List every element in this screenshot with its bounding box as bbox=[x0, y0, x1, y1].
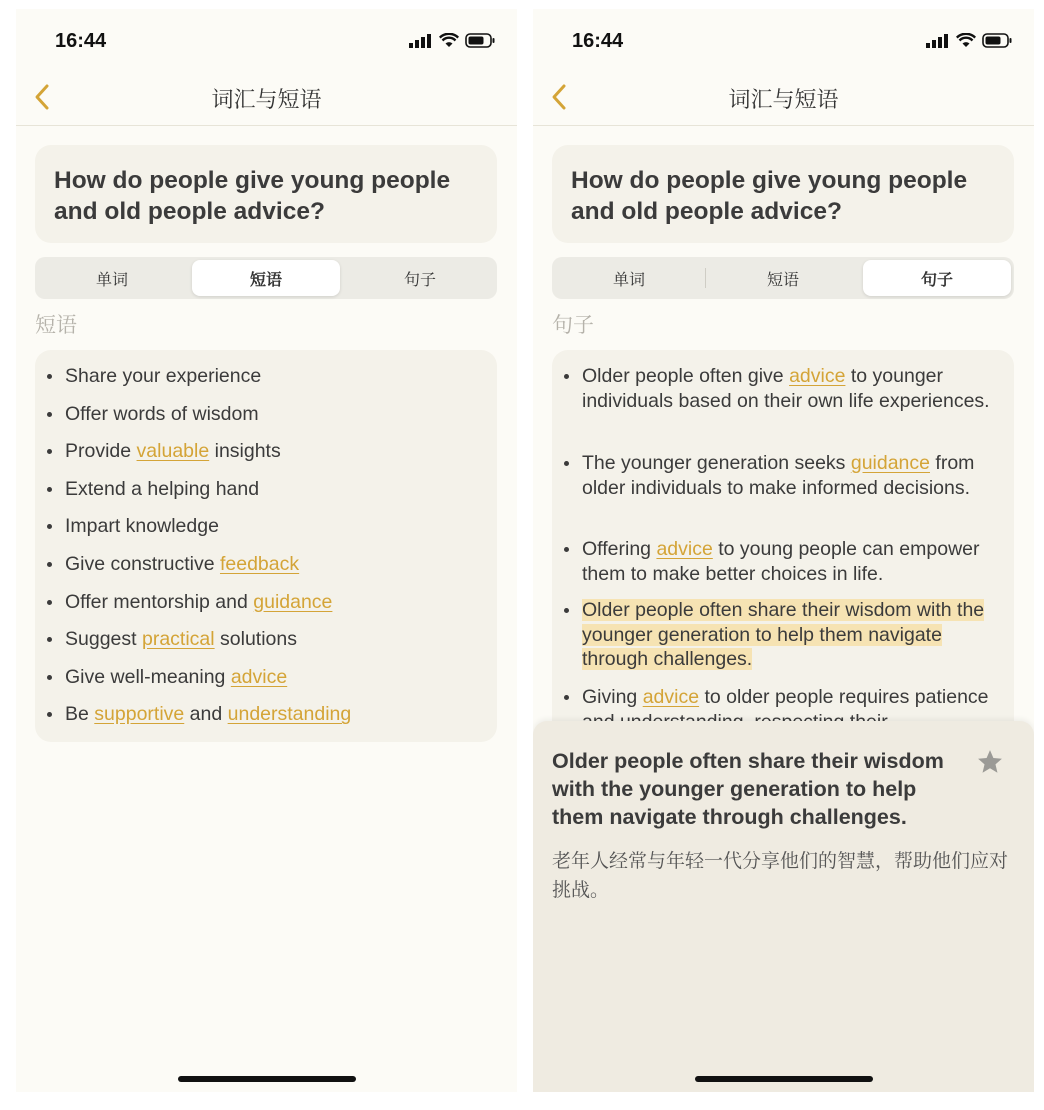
favorite-button[interactable] bbox=[976, 748, 1004, 776]
status-time: 16:44 bbox=[572, 30, 624, 52]
sentence-item[interactable] bbox=[582, 364, 1000, 413]
nav-bar bbox=[533, 71, 1034, 126]
tab-phrases[interactable]: 短语 bbox=[766, 269, 799, 289]
item-text: Offering bbox=[582, 538, 657, 560]
cellular-signal-icon bbox=[926, 34, 950, 48]
phrase-item[interactable] bbox=[65, 627, 483, 652]
page-title: 词汇与短语 bbox=[211, 88, 322, 113]
phrase-item[interactable] bbox=[65, 552, 483, 577]
vocab-link[interactable]: advice bbox=[656, 538, 713, 560]
item-text: Giving bbox=[582, 686, 643, 708]
tab-words[interactable]: 单词 bbox=[612, 269, 645, 289]
wifi-icon bbox=[956, 33, 976, 48]
vocab-link[interactable]: feedback bbox=[219, 553, 300, 575]
item-text: Extend a helping hand bbox=[65, 477, 260, 500]
phrase-list-card bbox=[35, 350, 497, 742]
item-text: to older people requires patience bbox=[704, 686, 989, 708]
page-title: 词汇与短语 bbox=[728, 88, 839, 113]
item-text: and bbox=[184, 703, 228, 726]
segmented-control bbox=[35, 257, 497, 299]
detail-chinese: 老年人经常与年轻一代分享他们的智慧，帮助他们应对挑战。 bbox=[552, 850, 1009, 901]
phrase-item[interactable] bbox=[65, 402, 483, 427]
sentence-item[interactable] bbox=[582, 537, 1000, 586]
question-text: How do people give young people and old people advice? bbox=[571, 167, 968, 225]
item-text: Older people often share their wisdom with the younger generation to help them navigate through challenges. bbox=[582, 599, 985, 670]
sentence-detail-sheet bbox=[533, 721, 1034, 1092]
section-heading: 短语 bbox=[35, 313, 77, 337]
status-bar bbox=[16, 9, 517, 71]
item-text: Share your experience bbox=[65, 365, 262, 387]
vocab-link[interactable]: advice bbox=[642, 686, 700, 708]
wifi-icon bbox=[439, 33, 459, 48]
item-text: from older individuals to make informed decisions. bbox=[582, 452, 975, 499]
status-bar bbox=[533, 9, 1034, 71]
item-text: Suggest bbox=[65, 628, 142, 651]
phrase-item[interactable] bbox=[65, 702, 483, 727]
vocab-link[interactable]: guidance bbox=[253, 590, 333, 613]
item-text: to younger individuals based on their own life experiences. bbox=[582, 365, 990, 412]
vocab-link[interactable]: valuable bbox=[136, 440, 210, 463]
phrase-item[interactable] bbox=[65, 477, 483, 502]
item-text: Provide bbox=[65, 440, 137, 463]
tab-words[interactable]: 单词 bbox=[95, 269, 128, 289]
item-text: Give constructive bbox=[65, 553, 220, 575]
question-card bbox=[552, 145, 1014, 243]
vocab-link[interactable]: advice bbox=[230, 665, 288, 688]
sentences-screen bbox=[533, 9, 1034, 1092]
phrase-item[interactable] bbox=[65, 364, 483, 389]
sentence-item-selected[interactable] bbox=[582, 598, 1000, 672]
home-indicator[interactable] bbox=[695, 1076, 873, 1082]
vocab-link[interactable]: understanding bbox=[227, 703, 352, 726]
phrase-item[interactable] bbox=[65, 439, 483, 464]
sentence-item[interactable] bbox=[582, 451, 1000, 500]
item-text: Give well-meaning bbox=[65, 665, 231, 688]
phrase-item[interactable] bbox=[65, 590, 483, 615]
item-text: Offer mentorship and bbox=[65, 590, 254, 613]
cellular-signal-icon bbox=[409, 34, 433, 48]
tab-phrases[interactable]: 短语 bbox=[192, 260, 340, 296]
selection-highlight bbox=[582, 599, 984, 670]
vocab-link[interactable]: guidance bbox=[850, 452, 930, 474]
vocab-link[interactable]: practical bbox=[141, 628, 215, 651]
item-text: solutions bbox=[214, 628, 297, 651]
home-indicator[interactable] bbox=[178, 1076, 356, 1082]
vocab-link[interactable]: advice bbox=[789, 365, 846, 387]
section-heading: 句子 bbox=[552, 313, 594, 337]
battery-icon bbox=[982, 33, 1012, 48]
question-card bbox=[35, 145, 497, 243]
phrase-item[interactable] bbox=[65, 665, 483, 690]
detail-english: Older people often share their wisdom with the younger generation to help them navigate through challenges. bbox=[552, 749, 944, 829]
phrase-item[interactable] bbox=[65, 514, 483, 539]
question-text: How do people give young people and old people advice? bbox=[54, 167, 451, 225]
status-time: 16:44 bbox=[55, 30, 107, 52]
tab-sentences[interactable]: 句子 bbox=[403, 269, 436, 289]
vocab-link[interactable]: supportive bbox=[94, 703, 185, 726]
item-text: Be bbox=[65, 703, 95, 726]
item-text: insights bbox=[209, 440, 281, 463]
item-text: Older people often give bbox=[582, 365, 790, 387]
item-text: The younger generation seeks bbox=[582, 452, 851, 474]
nav-bar bbox=[16, 71, 517, 126]
tab-sentences[interactable]: 句子 bbox=[863, 260, 1011, 296]
segmented-control bbox=[552, 257, 1014, 299]
item-text: Impart knowledge bbox=[65, 515, 219, 538]
phrases-screen bbox=[16, 9, 517, 1092]
item-text: to young people can empower them to make better choices in life. bbox=[582, 538, 980, 585]
star-icon bbox=[976, 748, 1004, 776]
battery-icon bbox=[465, 33, 495, 48]
segment-divider bbox=[705, 268, 706, 288]
item-text: Offer words of wisdom bbox=[65, 402, 259, 425]
